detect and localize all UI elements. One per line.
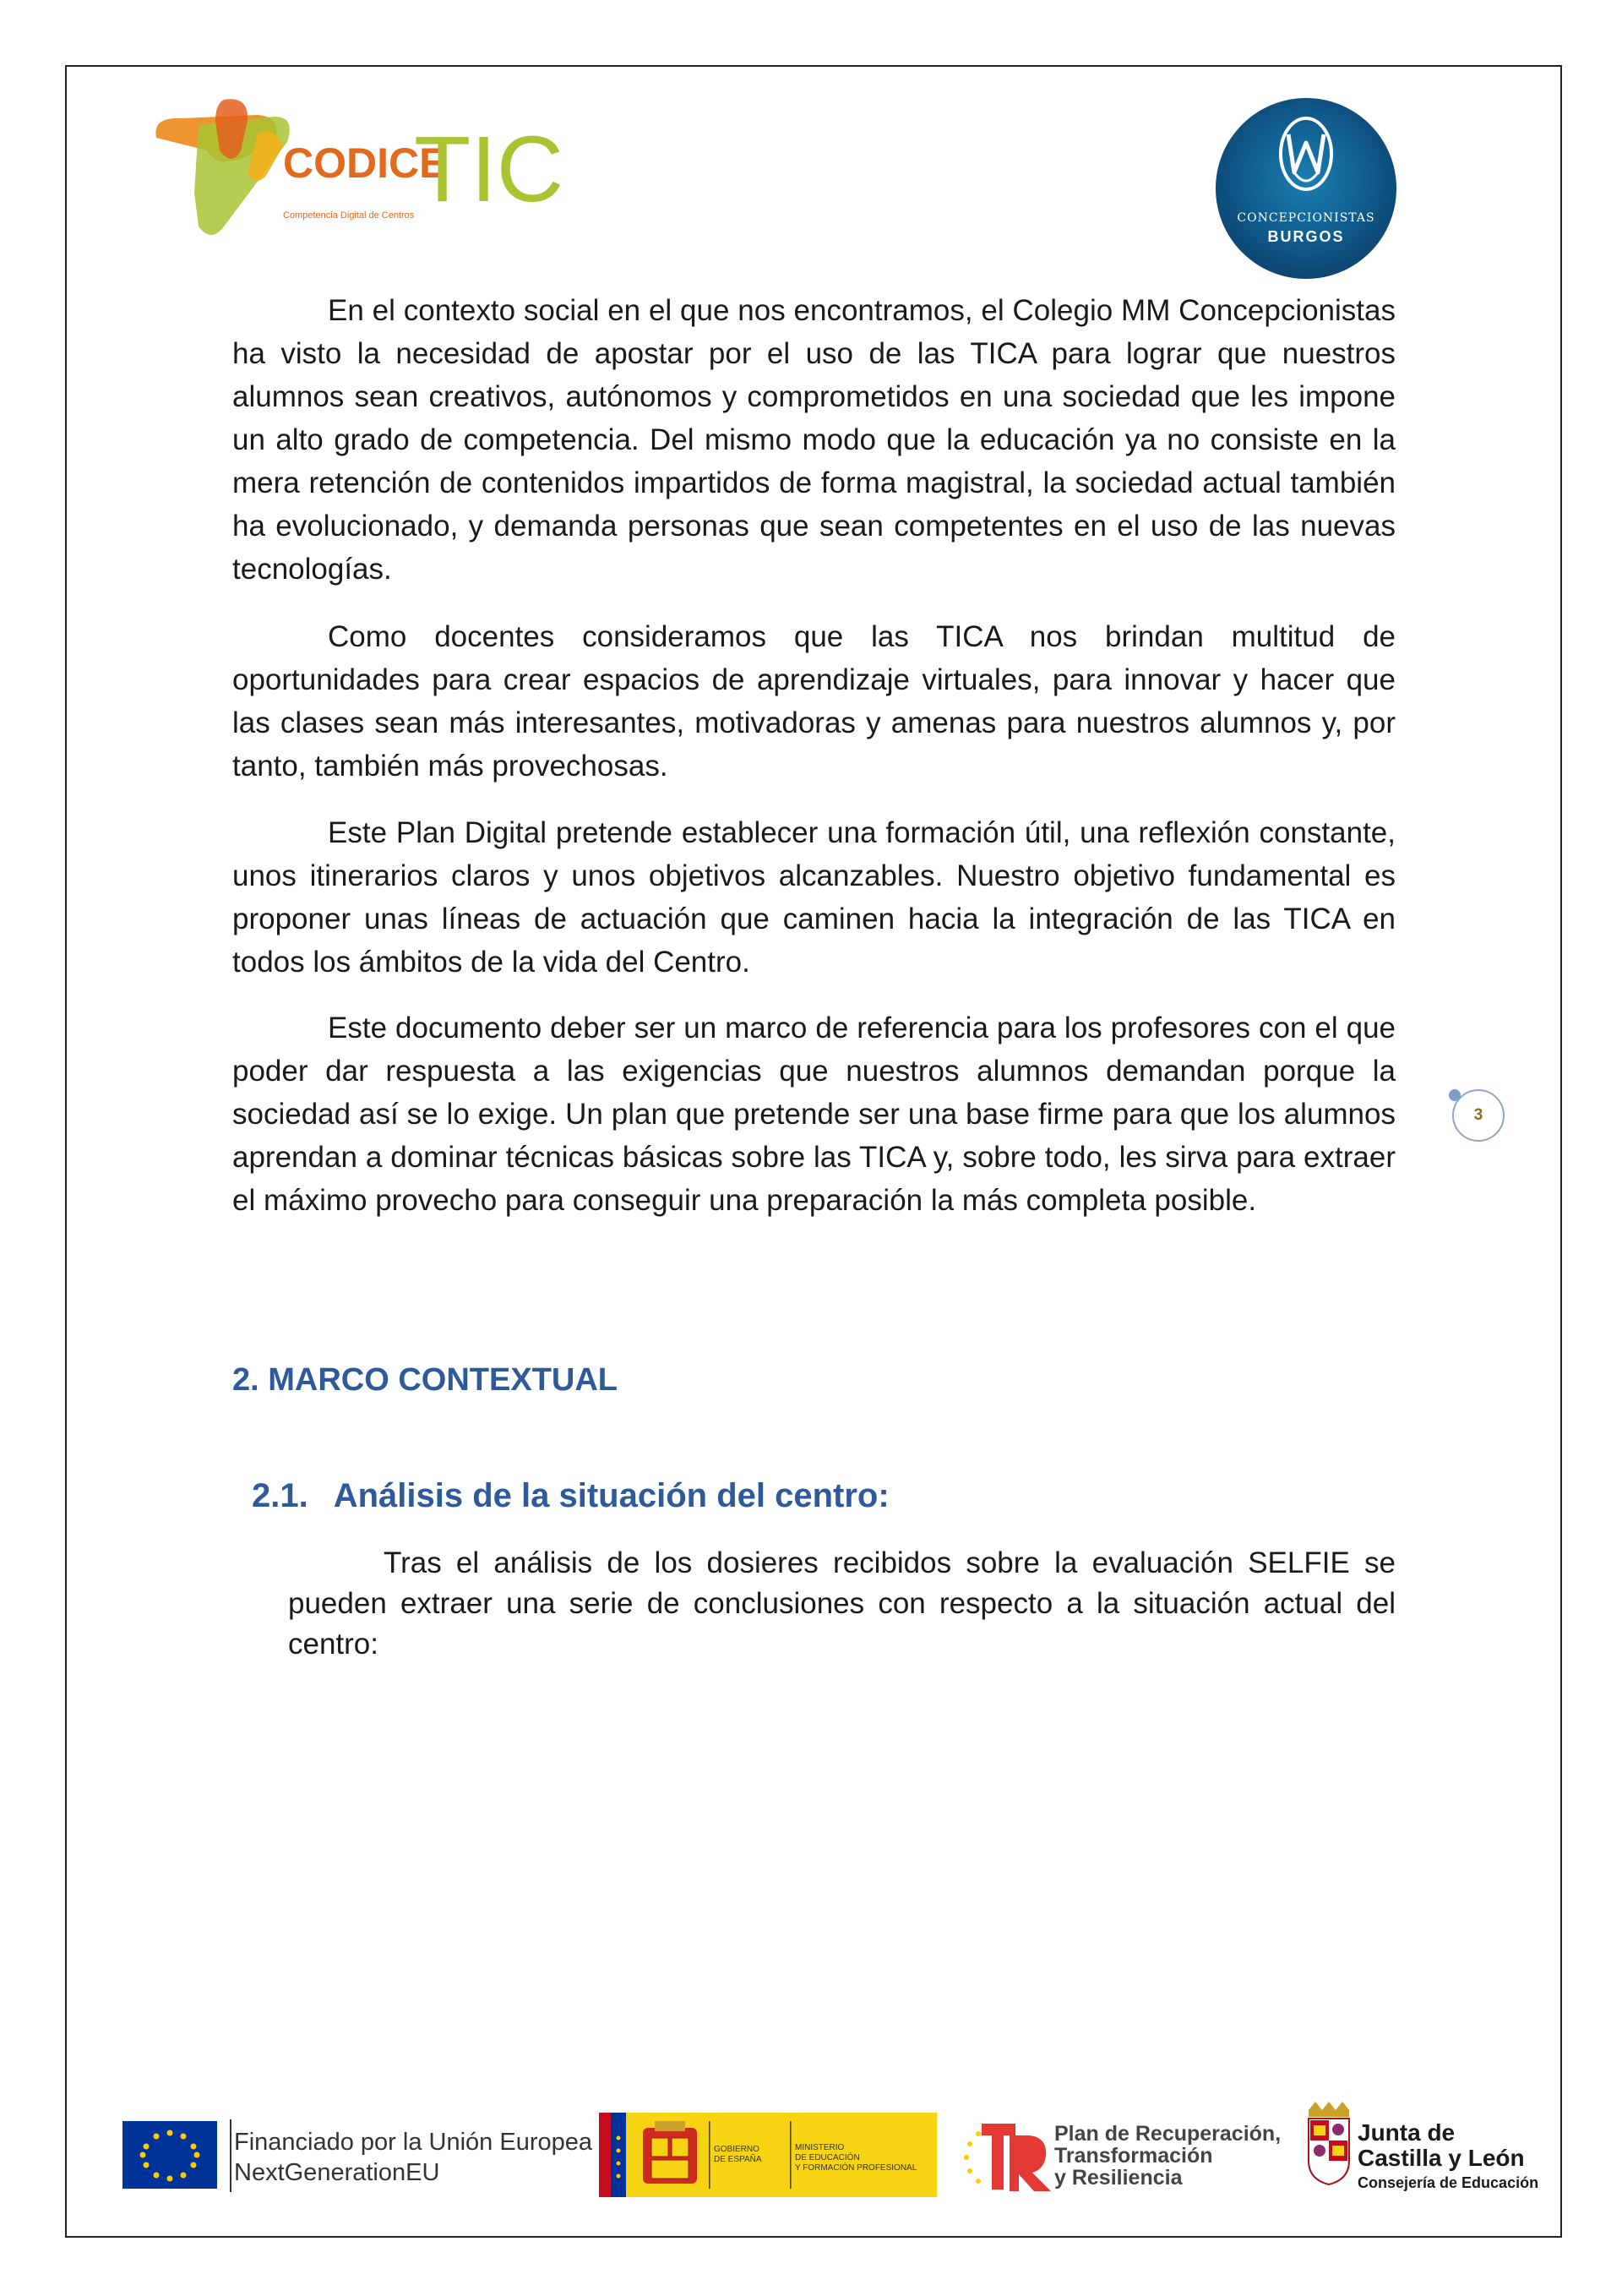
- plan-recuperacion-logo: [963, 2119, 1284, 2203]
- codice-tagline: Competencia Digital de Centros: [283, 210, 415, 221]
- section-heading: 2. MARCO CONTEXTUAL: [232, 1362, 618, 1398]
- subsection-title: Análisis de la situación del centro:: [333, 1477, 890, 1514]
- intro-paragraph-3: Este Plan Digital pretende establecer una formación útil, una reflexión constante, unos itinerarios claros y unos objetivos alcanzables. Nuestro objetivo fundamental es proponer unas líneas de actuación que caminen hacia la integración de las TICA en todos los ámbitos de la vida del Centro.: [232, 816, 1396, 979]
- subsection-paragraph: Tras el análisis de los dosieres recibidos sobre la evaluación SELFIE se pueden extraer una serie de conclusiones con respecto a la situación actual del centro:: [288, 1546, 1396, 1661]
- codice-tic-logo: [148, 100, 564, 243]
- intro-paragraph-4: Este documento deber ser un marco de referencia para los profesores con el que poder dar respuesta a las exigencias que nuestros alumnos demandan porque la sociedad así se lo exige. Un plan que pretende ser una base firme para que los alumnos aprendan a dominar técnicas básicas sobre las TICA y, sobre todo, les sirva para extraer el máximo provecho para conseguir una preparación la más completa posible.: [232, 1012, 1396, 1217]
- min-line2: DE EDUCACIÓN: [795, 2153, 860, 2162]
- prtr-line2: Transformación: [1054, 2144, 1213, 2168]
- junta-castilla-leon-logo: [1304, 2102, 1549, 2211]
- jcyl-line2: Castilla y León: [1358, 2145, 1525, 2171]
- gobierno-espana-logo: [599, 2113, 937, 2197]
- concep-line1: CONCEPCIONISTAS: [1237, 211, 1375, 225]
- tic-text: TIC: [414, 117, 564, 221]
- min-line1: MINISTERIO: [795, 2143, 845, 2152]
- prtr-line1: Plan de Recuperación,: [1054, 2122, 1282, 2146]
- codice-text: CODICE: [283, 139, 448, 187]
- page-number-marker: [1452, 1089, 1505, 1142]
- subsection-number: 2.1.: [252, 1477, 308, 1514]
- gov-line1: GOBIERNO: [714, 2145, 759, 2154]
- concepcionistas-logo: [1214, 96, 1398, 281]
- concep-line2: BURGOS: [1267, 228, 1345, 245]
- eu-line2: NextGenerationEU: [234, 2159, 440, 2186]
- intro-paragraph-2: Como docentes consideramos que las TICA nos brindan multitud de oportunidades para crear espacios de aprendizaje virtuales, para innovar y hacer que las clases sean más interesantes, motivadoras y amenas para nuestros alumnos y, por tanto, también más provechosas.: [232, 620, 1396, 783]
- prtr-line3: y Resiliencia: [1054, 2166, 1183, 2190]
- min-line3: Y FORMACIÓN PROFESIONAL: [795, 2163, 917, 2173]
- eu-funding-logo: [122, 2119, 592, 2195]
- jcyl-line1: Junta de: [1358, 2119, 1456, 2146]
- gov-line2: DE ESPAÑA: [714, 2155, 762, 2164]
- intro-paragraph-1: En el contexto social en el que nos encontramos, el Colegio MM Concepcionistas ha visto la necesidad de apostar por el uso de las TICA para lograr que nuestros alumnos sean creativos, autónomos y comprometidos en una sociedad que les impone un alto grado de competencia. Del mismo modo que la educación ya no consiste en la mera retención de contenidos impartidos de forma magistral, la sociedad actual también ha evolucionado, y demanda personas que sean competentes en el uso de las nuevas tecnologías.: [232, 294, 1396, 586]
- eu-line1: Financiado por la Unión Europea: [234, 2129, 592, 2156]
- subsection-heading: [252, 1477, 890, 1515]
- page-number: 3: [1473, 1106, 1483, 1124]
- jcyl-line3: Consejería de Educación: [1358, 2174, 1539, 2191]
